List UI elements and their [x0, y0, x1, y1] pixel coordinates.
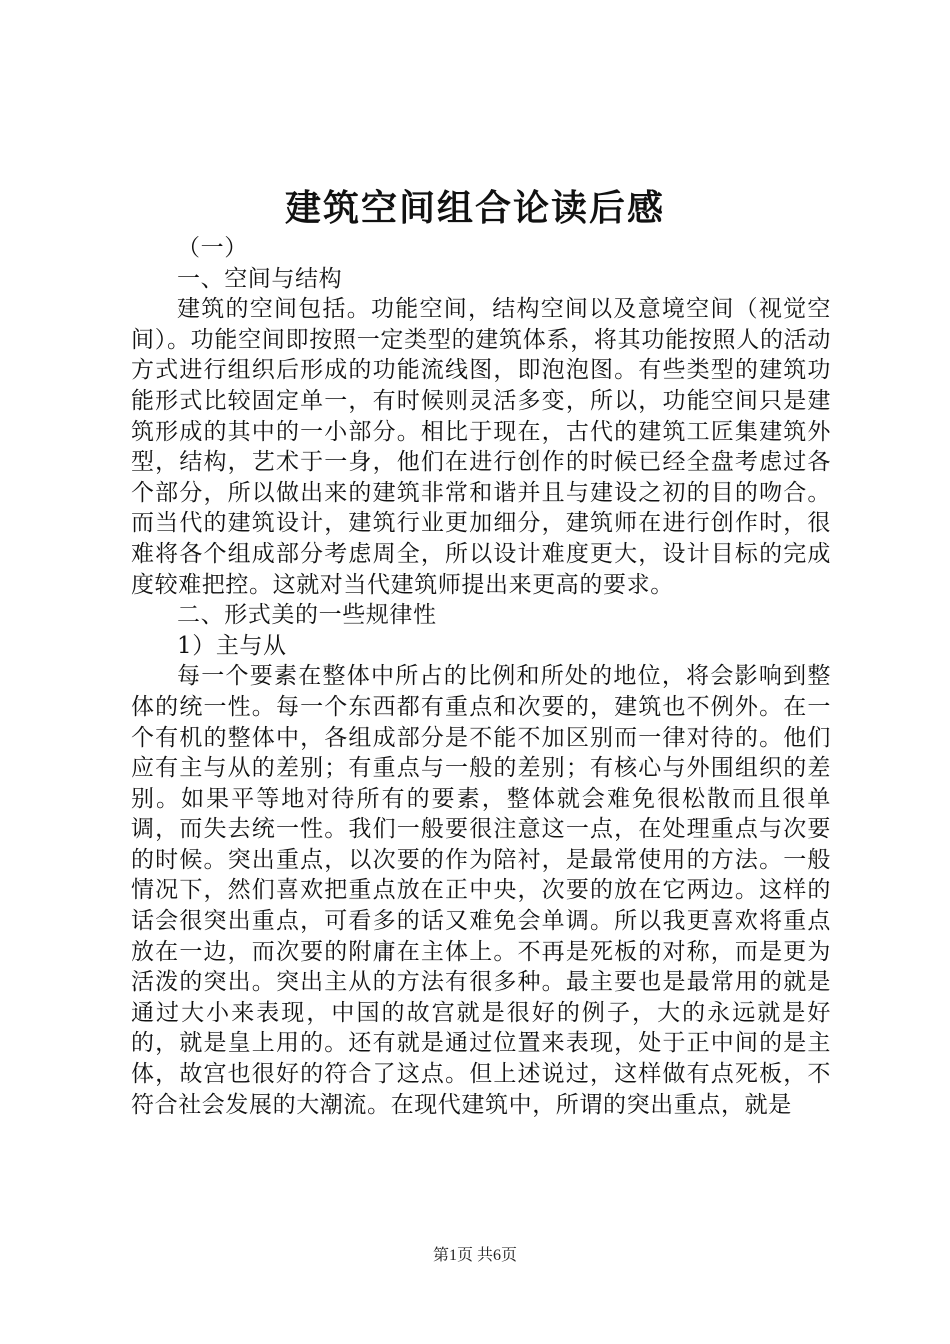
- page-number: 第1页 共6页: [432, 1247, 517, 1264]
- document-body: [131, 233, 831, 1120]
- document-title: 建筑空间组合论读后感: [284, 187, 665, 229]
- heading-formal-beauty: 二、形式美的一些规律性: [177, 602, 437, 629]
- paragraph-space: 建筑的空间包括。功能空间，结构空间以及意境空间（视觉空间）。功能空间即按照一定类型的建筑体系，将其功能按照人的活动方式进行组织后形成的功能流线图，即泡泡图。有些类型的建筑功能形式比较固定单一，有时候则灵活多变，所以，功能空间只是建筑形成的其中的一小部分。相比于现在，古代的建筑工匠集建筑外型，结构，艺术于一身，他们在进行创作的时候已经全盘考虑过各个部分，所以做出来的建筑非常和谐并且与建设之初的目的吻合。而当代的建筑设计，建筑行业更加细分，建筑师在进行创作时，很难将各个组成部分考虑周全，所以设计难度更大，设计目标的完成度较难把控。这就对当代建筑师提出来更高的要求。: [131, 296, 831, 598]
- subheading-primary-secondary: 1）主与从: [177, 632, 287, 659]
- heading-space-and-structure: 一、空间与结构: [177, 265, 343, 292]
- paragraph-primary-secondary: 每一个要素在整体中所占的比例和所处的地位，将会影响到整体的统一性。每一个东西都有重点和次要的，建筑也不例外。在一个有机的整体中，各组成部分是不能不加区别而一律对待的。他们应有主与从的差别；有重点与一般的差别；有核心与外围组织的差别。如果平等地对待所有的要素，整体就会难免很松散而且很单调，而失去统一性。我们一般要很注意这一点，在处理重点与次要的时候。突出重点，以次要的作为陪衬，是最常使用的方法。一般情况下，然们喜欢把重点放在正中央，次要的放在它两边。这样的话会很突出重点，可看多的话又难免会单调。所以我更喜欢将重点放在一边，而次要的附庸在主体上。不再是死板的对称，而是更为活泼的突出。突出主从的方法有很多种。最主要也是最常用的就是通过大小来表现，中国的故宫就是很好的例子，大的永远就是好的，就是皇上用的。还有就是通过位置来表现，处于正中间的是主体，故宫也很好的符合了这点。但上述说过，这样做有点死板，不符合社会发展的大潮流。在现代建筑中，所谓的突出重点，就是: [131, 663, 831, 1118]
- section-marker: （一）: [177, 235, 248, 261]
